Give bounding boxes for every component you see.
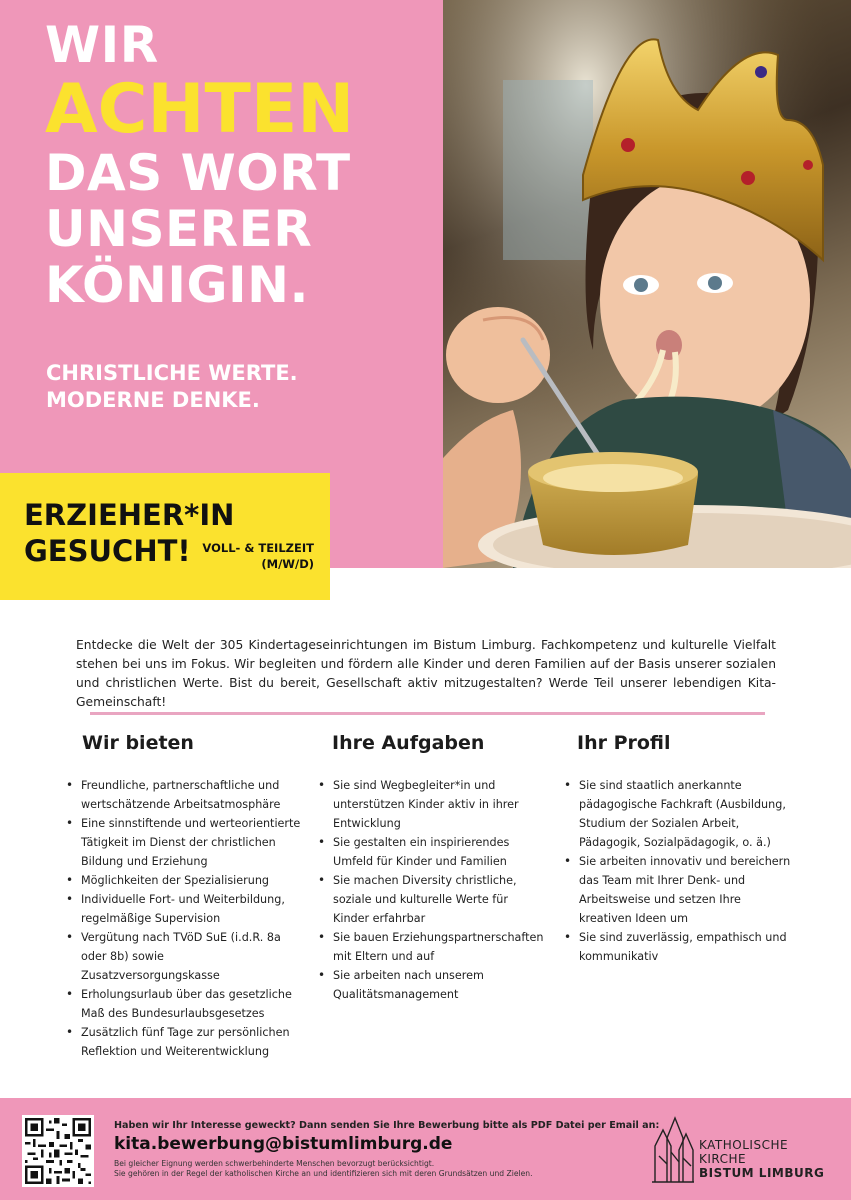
list-item: • Sie bauen Erziehungspartnerschaften mit Eltern und auf: [316, 928, 546, 966]
logo-line-1: KATHOLISCHE: [699, 1138, 789, 1152]
headline-line-1: WIR: [45, 16, 159, 74]
list-item: • Sie machen Diversity christliche, soziale und kulturelle Werte für Kinder erfahrbar: [316, 871, 546, 928]
headline-accent: ACHTEN: [45, 70, 355, 149]
headline-line-5: KÖNIGIN.: [45, 256, 309, 314]
column-offer-list: [64, 776, 304, 1061]
list-item: • Sie arbeiten innovativ und bereichern das Team mit Ihrer Denk- und Arbeitsweise und setzen Ihre kreativen Ideen um: [562, 852, 797, 928]
list-item: • Erholungsurlaub über das gesetzliche Maß des Bundesurlaubsgesetzes: [64, 985, 304, 1023]
job-employment-type: [202, 541, 314, 572]
list-item: • Eine sinnstiftende und werteorientierte Tätigkeit im Dienst der christlichen Bildung und Erziehung: [64, 814, 304, 871]
tagline: [46, 360, 298, 415]
list-item: • Vergütung nach TVöD SuE (i.d.R. 8a oder 8b) sowie Zusatzversorgungskasse: [64, 928, 304, 985]
column-profile-list: [562, 776, 797, 966]
footer-note-2: Sie gehören in der Regel der katholischen Kirche an und identifizieren sich mit deren Grundsätzen und Zielen.: [114, 1169, 533, 1178]
logo-wordmark: [699, 1138, 824, 1180]
list-item: • Sie arbeiten nach unserem Qualitätsmanagement: [316, 966, 546, 1004]
list-item: • Zusätzlich fünf Tage zur persönlichen Reflektion und Weiterentwicklung: [64, 1023, 304, 1061]
job-hours: VOLL- & TEILZEIT: [202, 541, 314, 555]
footer-call-to-action: Haben wir Ihr Interesse geweckt? Dann senden Sie Ihre Bewerbung bitte als PDF Datei per Email an:: [114, 1120, 660, 1131]
column-profile: [562, 732, 797, 966]
child-with-crown-image: [443, 0, 851, 568]
list-item: • Freundliche, partnerschaftliche und wertschätzende Arbeitsatmosphäre: [64, 776, 304, 814]
footer: [0, 1098, 851, 1200]
job-title-line-2: GESUCHT!: [24, 533, 191, 568]
hero-section: [0, 0, 851, 571]
list-item: • Sie sind zuverlässig, empathisch und kommunikativ: [562, 928, 797, 966]
list-item: • Sie sind Wegbegleiter*in und unterstützen Kinder aktiv in ihrer Entwicklung: [316, 776, 546, 833]
application-email-link[interactable]: kita.bewerbung@bistumlimburg.de: [114, 1134, 453, 1154]
list-item: • Sie gestalten ein inspirierendes Umfeld für Kinder und Familien: [316, 833, 546, 871]
logo-line-3: BISTUM LIMBURG: [699, 1166, 825, 1180]
tagline-line-1: CHRISTLICHE WERTE.: [46, 361, 298, 385]
section-divider: [90, 712, 765, 715]
column-tasks-title: Ihre Aufgaben: [332, 732, 485, 754]
job-title-line-1: ERZIEHER*IN: [24, 498, 235, 532]
list-item: • Sie sind staatlich anerkannte pädagogische Fachkraft (Ausbildung, Studium der Sozialen Arbeit, Pädagogik, Sozialpädagogik, o. ä.): [562, 776, 797, 852]
qr-code-icon[interactable]: [22, 1115, 94, 1187]
footer-notes: [114, 1159, 614, 1179]
bistum-limburg-logo: [651, 1116, 841, 1186]
job-banner: [0, 473, 330, 600]
list-item: • Individuelle Fort- und Weiterbildung, regelmäßige Supervision: [64, 890, 304, 928]
list-item: • Möglichkeiten der Spezialisierung: [64, 871, 304, 890]
column-tasks: [316, 732, 546, 1004]
logo-line-2: KIRCHE: [699, 1152, 747, 1166]
headline-line-4: UNSERER: [45, 200, 313, 258]
intro-paragraph: Entdecke die Welt der 305 Kindertageseinrichtungen im Bistum Limburg. Fachkompetenz und kulturelle Vielfalt stehen bei uns im Fokus. Wir begleiten und fördern alle Kinder und deren Familien auf der Basis unserer sozialen und christlichen Werte. Bist du bereit, Gesellschaft aktiv mitzugestalten? Werde Teil unserer lebendigen Kita-Gemeinschaft!: [76, 638, 776, 709]
column-tasks-list: [316, 776, 546, 1004]
headline-line-3: DAS WORT: [45, 144, 351, 202]
column-profile-title: Ihr Profil: [577, 732, 671, 754]
hero-photo: [443, 0, 851, 568]
column-offer: [64, 732, 304, 1061]
cathedral-icon: [651, 1116, 695, 1184]
footer-note-1: Bei gleicher Eignung werden schwerbehinderte Menschen bevorzugt berücksichtigt.: [114, 1159, 435, 1168]
headline: [45, 16, 355, 316]
column-offer-title: Wir bieten: [82, 732, 194, 754]
tagline-line-2: MODERNE DENKE.: [46, 388, 260, 413]
job-gender: (M/W/D): [261, 556, 314, 571]
